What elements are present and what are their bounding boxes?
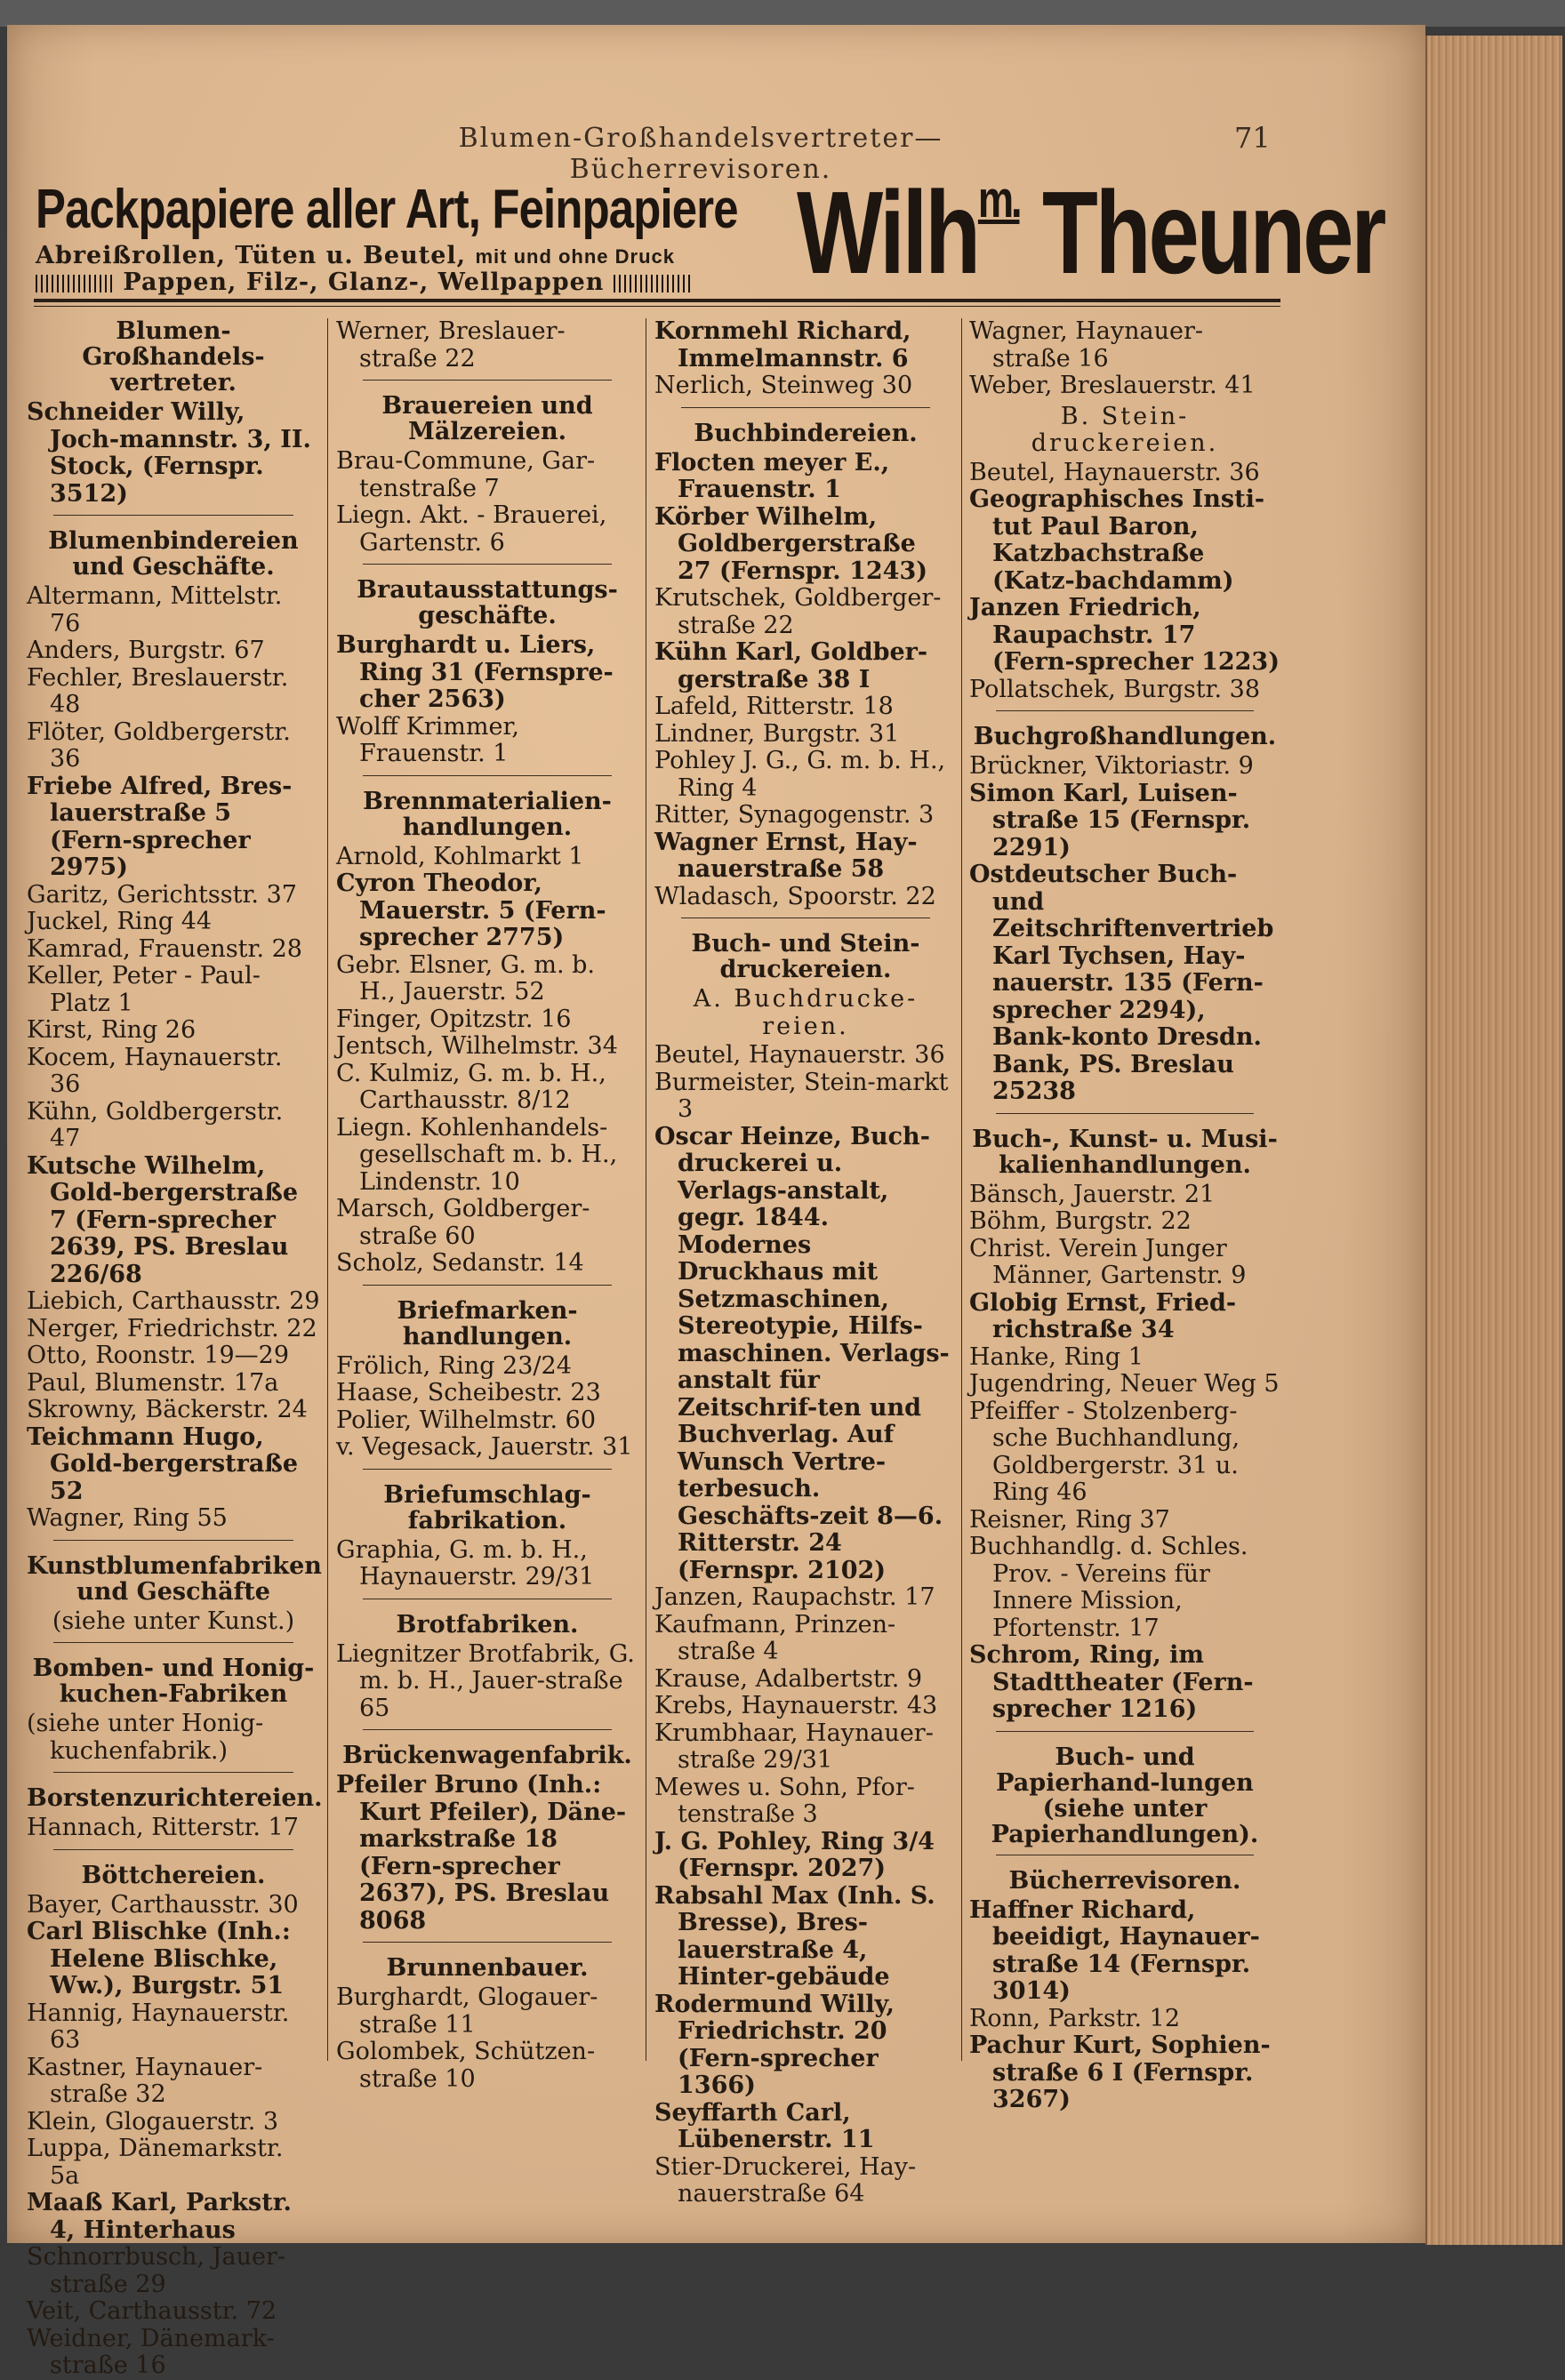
directory-entry: Teichmann Hugo, Gold-bergerstraße 52 <box>27 1422 299 1505</box>
directory-entry: Fechler, Breslauerstr. 48 <box>27 663 289 718</box>
directory-entry: Weber, Breslauerstr. 41 <box>969 372 1256 399</box>
directory-entry: Krumbhaar, Haynauer-straße 29/31 <box>654 1719 934 1774</box>
section-separator <box>681 407 930 408</box>
section-heading: Briefmarken-handlungen. <box>397 1296 578 1350</box>
page-number: 71 <box>1234 121 1271 155</box>
section-separator <box>53 1849 293 1850</box>
directory-entry: Lafeld, Ritterstr. 18 <box>654 693 894 720</box>
directory-entry: Wagner Ernst, Hay-nauerstraße 58 <box>654 828 918 883</box>
directory-entry: Haase, Scheibestr. 23 <box>336 1379 601 1406</box>
section-separator <box>363 1285 612 1286</box>
section-heading: Buch- und Stein-druckereien. <box>691 930 920 983</box>
section-heading: Brennmaterialien-handlungen. <box>363 787 612 841</box>
directory-entry: Jugendring, Neuer Weg 5 <box>969 1370 1280 1398</box>
directory-entry: Geographisches Insti-tut Paul Baron, Katzbachstraße (Katz-bachdamm) <box>969 485 1265 595</box>
directory-entry: Werner, Breslauer-straße 22 <box>336 317 566 373</box>
directory-entry: Skrowny, Bäckerstr. 24 <box>27 1396 308 1423</box>
directory-entry: Cyron Theodor, Mauerstr. 5 (Fern-sprecher 2775) <box>336 869 606 951</box>
section-heading: Bücherrevisoren. <box>1008 1866 1241 1895</box>
directory-entry: Körber Wilhelm, Goldbergerstraße 27 (Fernspr. 1243) <box>654 502 928 585</box>
subsection-label: B. Stein-druckereien. <box>1031 402 1219 457</box>
directory-entry: Friebe Alfred, Bres-lauerstraße 5 (Fern-sprecher 2975) <box>27 772 293 881</box>
directory-entry: Ostdeutscher Buch- und Zeitschriftenvertrieb Karl Tychsen, Hay-nauerstr. 135 (Fern-sprecher 2294), Bank-konto Dresdn. Bank, PS. Breslau 25238 <box>969 861 1274 1105</box>
hatch-ornament-right <box>614 275 692 292</box>
directory-entry: Kutsche Wilhelm, Gold-bergerstraße 7 (Fern-sprecher 2639, PS. Breslau 226/68 <box>27 1151 299 1288</box>
directory-entry: Kaufmann, Prinzen-straße 4 <box>654 1610 896 1665</box>
directory-entry: Wladasch, Spoorstr. 22 <box>654 882 936 910</box>
directory-entry: Bayer, Carthausstr. 30 <box>27 1890 299 1919</box>
advertisement-company-name <box>797 167 1384 298</box>
directory-entry: Liegn. Akt. - Brauerei, Gartenstr. 6 <box>336 501 607 557</box>
directory-entry: Pollatschek, Burgstr. 38 <box>969 675 1261 703</box>
directory-entry: Pohley J. G., G. m. b. H., Ring 4 <box>654 747 946 802</box>
directory-entry: Paul, Blumenstr. 17a <box>27 1368 279 1397</box>
section-heading: Buchbindereien. <box>694 419 918 447</box>
directory-entry: Krause, Adalbertstr. 9 <box>654 1664 923 1693</box>
header-rule <box>34 299 1280 302</box>
column-1 <box>27 317 323 2380</box>
directory-entry: Altermann, Mittelstr. 76 <box>27 582 283 637</box>
directory-entry: Brau-Commune, Gar-tenstraße 7 <box>336 447 596 502</box>
directory-entry: Keller, Peter - Paul-Platz 1 <box>27 962 261 1017</box>
section-heading: Brunnenbauer. <box>386 1954 589 1982</box>
directory-entry: Pfeiler Bruno (Inh.: Kurt Pfeiler), Däne-markstraße 18 (Fern-sprecher 2637), PS. Breslau 8068 <box>336 1771 627 1935</box>
directory-entry: v. Vegesack, Jauerstr. 31 <box>336 1433 633 1461</box>
directory-entry: Kastner, Haynauer-straße 32 <box>27 2053 263 2108</box>
directory-entry: Beutel, Haynauerstr. 36 <box>969 458 1260 486</box>
directory-entry: Kühn Karl, Goldber-gerstraße 38 I <box>654 638 928 693</box>
directory-entry: Bänsch, Jauerstr. 21 <box>969 1180 1216 1208</box>
section-separator <box>996 710 1254 711</box>
section-heading: Briefumschlag-fabrikation. <box>383 1480 591 1535</box>
column-4 <box>969 318 1280 2114</box>
directory-entry: (siehe unter Honig-kuchenfabrik.) <box>27 1710 264 1765</box>
section-heading: Buch- und Papierhand-lungen (siehe unter Papierhandlungen). <box>991 1743 1259 1848</box>
directory-entry: Rabsahl Max (Inh. S. Bresse), Bres-lauerstraße 4, Hinter-gebäude <box>654 1881 935 1991</box>
section-heading: Brautausstattungs-geschäfte. <box>357 576 618 629</box>
directory-entry: J. G. Pohley, Ring 3/4 (Fernspr. 2027) <box>654 1827 935 1882</box>
section-separator <box>53 1540 293 1541</box>
directory-entry: Maaß Karl, Parkstr. 4, Hinterhaus <box>27 2189 292 2244</box>
directory-entry: Nerger, Friedrichstr. 22 <box>27 1314 317 1342</box>
directory-entry: Jentsch, Wilhelmstr. 34 <box>336 1032 618 1060</box>
directory-entry: Finger, Opitzstr. 16 <box>336 1005 572 1033</box>
section-separator <box>53 515 293 516</box>
directory-entry: Janzen, Raupachstr. 17 <box>654 1583 935 1611</box>
directory-entry: Garitz, Gerichtsstr. 37 <box>27 880 297 909</box>
section-separator <box>363 775 612 776</box>
section-heading: Böttchereien. <box>81 1861 266 1889</box>
directory-entry: Arnold, Kohlmarkt 1 <box>336 842 584 870</box>
directory-entry: Juckel, Ring 44 <box>27 908 213 935</box>
directory-entry: Luppa, Dänemarkstr. 5a <box>27 2135 284 2190</box>
directory-entry: Oscar Heinze, Buch-druckerei u. Verlags-anstalt, gegr. 1844. Modernes Druckhaus mit Setzmaschinen, Stereotypie, Hilfs-maschinen. Verlags-anstalt für Zeitschrif-ten und Buchverlag. Auf Wunsch Vertre-terbesuch. Geschäfts-zeit 8—6. Ritterstr. 24 (Fernspr. 2102) <box>654 1122 950 1584</box>
subsection-label: A. Buchdrucke-reien. <box>693 985 919 1040</box>
section-separator <box>53 1642 293 1643</box>
directory-entry: Wagner, Haynauer-straße 16 <box>969 317 1204 373</box>
directory-entry: Golombek, Schützen-straße 10 <box>336 2038 596 2093</box>
section-heading: Blumenbindereien und Geschäfte. <box>48 527 299 581</box>
directory-entry: Marsch, Goldberger-straße 60 <box>336 1195 590 1250</box>
directory-entry: Krutschek, Goldberger-straße 22 <box>654 584 942 639</box>
directory-entry: (siehe unter Kunst.) <box>52 1607 295 1635</box>
header-rule-thin <box>34 306 1280 307</box>
directory-entry: Kamrad, Frauenstr. 28 <box>27 934 302 963</box>
directory-entry: Wagner, Ring 55 <box>27 1504 228 1532</box>
directory-entry: Weidner, Dänemark-straße 16 <box>27 2324 275 2379</box>
directory-entry: Haffner Richard, beeidigt, Haynauer-straße 14 (Fernspr. 3014) <box>969 1895 1260 2005</box>
directory-entry: Flocten meyer E., Frauenstr. 1 <box>654 448 890 503</box>
section-heading: Brauereien und Mälzereien. <box>381 392 593 445</box>
directory-entry: Böhm, Burgstr. 22 <box>969 1207 1192 1235</box>
directory-entry: Krebs, Haynauerstr. 43 <box>654 1692 938 1719</box>
directory-entry: Schrom, Ring, im Stadttheater (Fern-sprecher 1216) <box>969 1641 1254 1723</box>
company-prefix: Wilh <box>797 167 978 298</box>
directory-entry: Anders, Burgstr. 67 <box>27 637 265 664</box>
column-divider <box>961 318 962 2061</box>
section-separator <box>53 1772 293 1773</box>
directory-entry: Carl Blischke (Inh.: Helene Blischke, Ww.), Burgstr. 51 <box>27 1918 291 1999</box>
section-separator <box>363 380 612 381</box>
directory-entry: Flöter, Goldbergerstr. 36 <box>27 717 291 773</box>
directory-entry: Seyffarth Carl, Lübenerstr. 11 <box>654 2098 875 2153</box>
book-page-edges <box>1425 36 1562 2245</box>
section-heading: Kunstblumenfabriken und Geschäfte <box>27 1551 322 1606</box>
directory-entry: Lindner, Burgstr. 31 <box>654 719 900 748</box>
directory-entry: Schnorrbusch, Jauer-straße 29 <box>27 2243 285 2298</box>
directory-entry: Klein, Glogauerstr. 3 <box>27 2107 279 2136</box>
directory-entry: Kirst, Ring 26 <box>27 1016 197 1044</box>
directory-entry: C. Kulmiz, G. m. b. H., Carthausstr. 8/12 <box>336 1059 606 1114</box>
section-heading: Bomben- und Honig-kuchen-Fabriken <box>32 1655 315 1708</box>
directory-entry: Gebr. Elsner, G. m. b. H., Jauerstr. 52 <box>336 950 596 1006</box>
directory-page <box>7 25 1425 2379</box>
directory-entry: Otto, Roonstr. 19—29 <box>27 1342 290 1369</box>
directory-entry: Janzen Friedrich, Raupachstr. 17 (Fern-sprecher 1223) <box>969 594 1280 676</box>
directory-entry: Pfeiffer - Stolzenberg-sche Buchhandlung, Goldbergerstr. 31 u. Ring 46 <box>969 1397 1240 1506</box>
section-heading: Buch-, Kunst- u. Musi-kalienhandlungen. <box>972 1125 1278 1179</box>
directory-entry: Rodermund Willy, Friedrichstr. 20 (Fern-sprecher 1366) <box>654 1990 895 2099</box>
directory-entry: Ronn, Parkstr. 12 <box>969 2004 1181 2032</box>
advertisement-line-2-bold: Abreißrollen, Tüten u. Beutel, <box>36 242 467 269</box>
directory-entry: Hannig, Haynauerstr. 63 <box>27 1999 290 2054</box>
company-surname: Theuner <box>1041 167 1384 298</box>
directory-entry: Kühn, Goldbergerstr. 47 <box>27 1097 284 1152</box>
section-heading: Buchgroßhandlungen. <box>973 723 1277 750</box>
running-head: Blumen-Großhandelsvertreter—Bücherrevisoren. <box>458 123 943 185</box>
directory-entry: Hannach, Ritterstr. 17 <box>27 1814 299 1841</box>
advertisement-line-2-small: mit und ohne Druck <box>475 245 676 268</box>
directory-entry: Nerlich, Steinweg 30 <box>654 372 913 399</box>
column-3 <box>654 318 957 2208</box>
directory-entry: Burmeister, Stein-markt 3 <box>654 1068 949 1123</box>
directory-entry: Graphia, G. m. b. H., Haynauerstr. 29/31 <box>336 1535 595 1591</box>
directory-entry: Schneider Willy, Joch-mannstr. 3, II. Stock, (Fernspr. 3512) <box>27 398 311 508</box>
column-2 <box>336 318 638 2093</box>
directory-entry: Simon Karl, Luisen-straße 15 (Fernspr. 2291) <box>969 779 1251 861</box>
directory-entry: Stier-Druckerei, Hay-nauerstraße 64 <box>654 2152 917 2208</box>
directory-entry: Christ. Verein Junger Männer, Gartenstr. 9 <box>969 1234 1247 1289</box>
directory-entry: Reisner, Ring 37 <box>969 1505 1170 1534</box>
section-separator <box>363 1942 612 1943</box>
column-divider <box>327 318 328 2061</box>
directory-entry: Globig Ernst, Fried-richstraße 34 <box>969 1288 1237 1343</box>
directory-entry: Kocem, Haynauerstr. 36 <box>27 1043 283 1098</box>
background-top-strip <box>0 0 1565 27</box>
directory-entry: Kornmehl Richard, Immelmannstr. 6 <box>654 317 911 373</box>
section-separator <box>996 1113 1254 1114</box>
hatch-ornament-left <box>36 275 114 292</box>
company-superscript: m. <box>977 171 1020 228</box>
directory-entry: Wolff Krimmer, Frauenstr. 1 <box>336 712 519 767</box>
advertisement-line-3 <box>36 268 692 296</box>
advertisement-line-3-text: Pappen, Filz-, Glanz-, Wellpappen <box>123 268 605 296</box>
section-separator <box>363 1469 612 1470</box>
directory-entry: Scholz, Sedanstr. 14 <box>336 1249 584 1277</box>
directory-entry: Liegn. Kohlenhandels-gesellschaft m. b. H., Lindenstr. 10 <box>336 1113 618 1196</box>
section-separator <box>363 1729 612 1730</box>
directory-entry: Brückner, Viktoriastr. 9 <box>969 752 1254 780</box>
directory-entry: Veit, Carthausstr. 72 <box>27 2297 277 2325</box>
directory-entry: Burghardt, Glogauer-straße 11 <box>336 1983 598 2039</box>
directory-entry: Liegnitzer Brotfabrik, G. m. b. H., Jauer-straße 65 <box>336 1639 635 1722</box>
section-heading: Brückenwagenfabrik. <box>342 1742 632 1769</box>
section-separator <box>996 1731 1254 1732</box>
directory-entry: Mewes u. Sohn, Pfor-tenstraße 3 <box>654 1773 915 1828</box>
directory-entry: Ritter, Synagogenstr. 3 <box>654 801 935 829</box>
directory-entry: Buchhandlg. d. Schles. Prov. - Vereins für Innere Mission, Pfortenstr. 17 <box>969 1533 1248 1642</box>
directory-entry: Polier, Wilhelmstr. 60 <box>336 1406 597 1434</box>
directory-entry: Pachur Kurt, Sophien-straße 6 I (Fernspr. 3267) <box>969 2031 1271 2113</box>
directory-entry: Beutel, Haynauerstr. 36 <box>654 1041 945 1069</box>
directory-entry: Liebich, Carthausstr. 29 <box>27 1287 320 1315</box>
section-heading: Blumen-Großhandels-vertreter. <box>82 317 265 397</box>
advertisement-line-2 <box>36 242 675 269</box>
section-separator <box>363 564 612 565</box>
directory-entry: Frölich, Ring 23/24 <box>336 1351 572 1380</box>
directory-entry: Burghardt u. Liers, Ring 31 (Fernspre-cher 2563) <box>336 631 614 713</box>
section-heading: Brotfabriken. <box>396 1610 579 1639</box>
section-heading: Borstenzurichtereien. <box>27 1784 323 1812</box>
directory-entry: Hanke, Ring 1 <box>969 1342 1144 1371</box>
advertisement-headline: Packpapiere aller Art, Feinpapiere <box>36 179 738 240</box>
